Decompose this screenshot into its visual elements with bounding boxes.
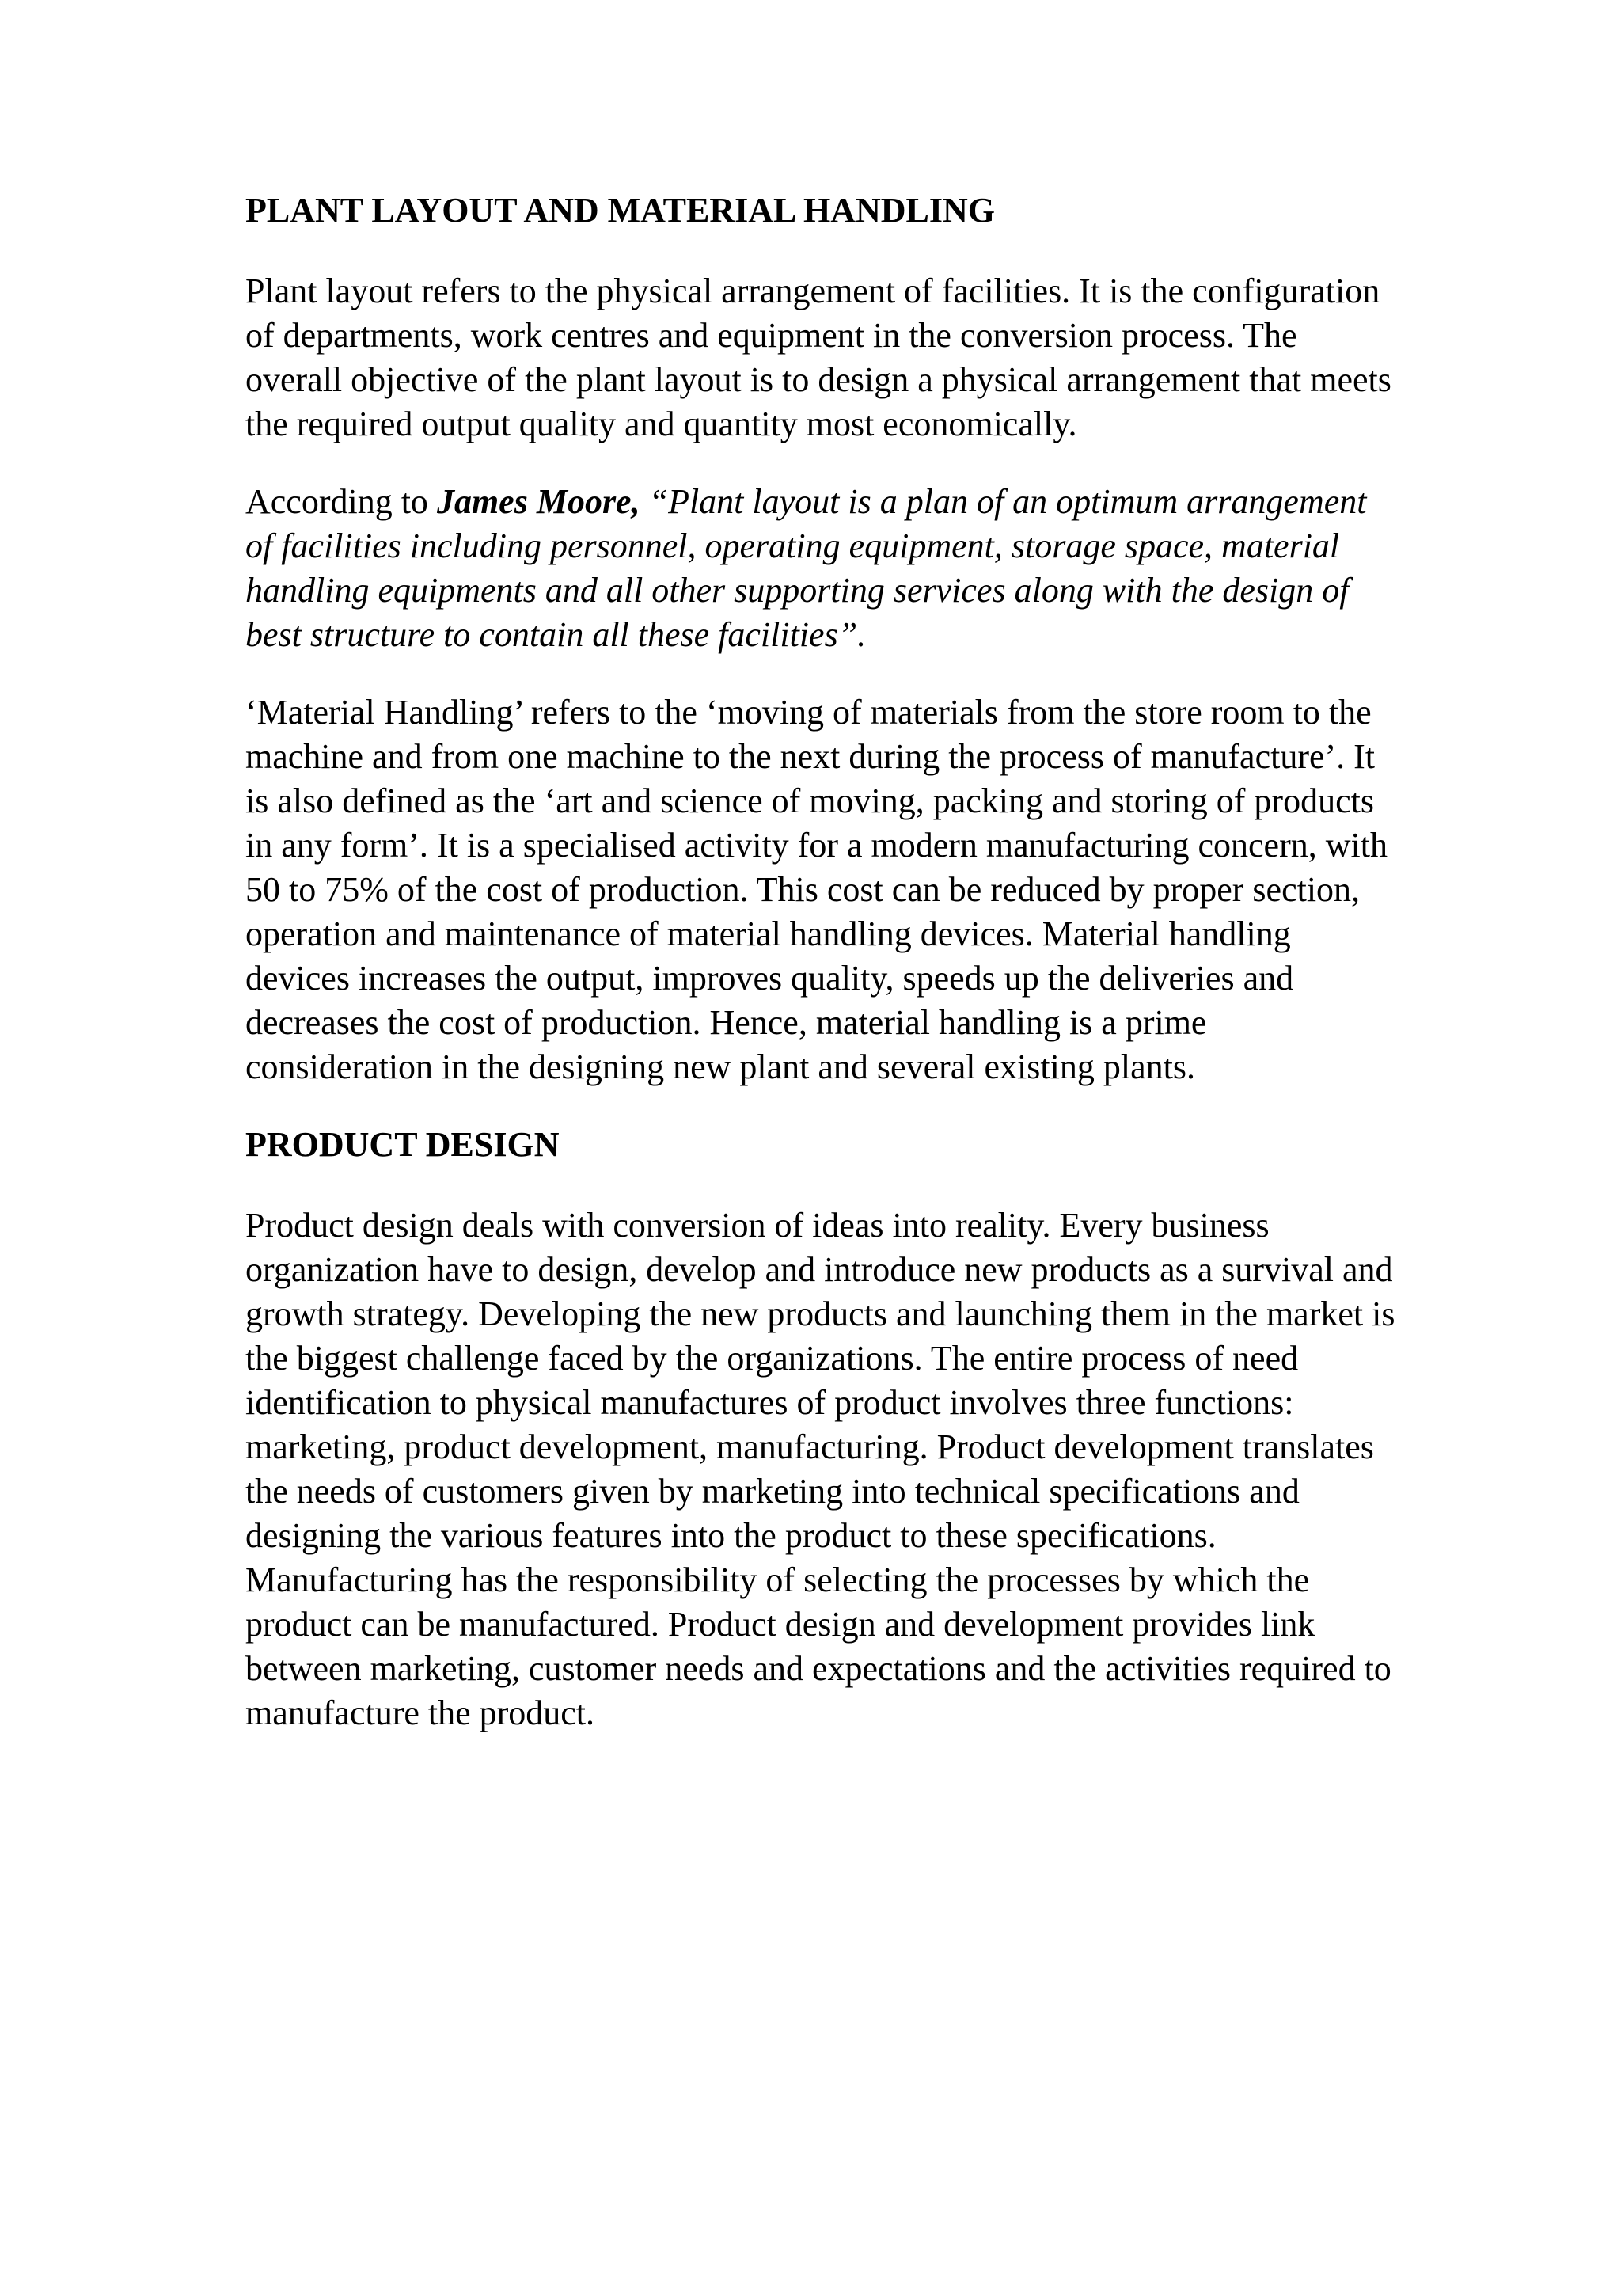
heading-product-design: PRODUCT DESIGN bbox=[245, 1125, 560, 1164]
quote-text: “Plant layout is a plan of an optimum arrangement of facilities including personnel, operating equipment, storage space, material handling equipments and all other supporting services along with the design of best structure to contain all these facilities”. bbox=[245, 482, 1367, 654]
paragraph-james-moore-quote bbox=[245, 480, 1401, 657]
paragraph-plant-layout-definition: Plant layout refers to the physical arrangement of facilities. It is the configuration of departments, work centres and equipment in the conversion process. The overall objective of the plant layout is to design a physical arrangement that meets the required output quality and quantity most economically. bbox=[245, 272, 1391, 443]
section-product-design bbox=[245, 1123, 1401, 1735]
paragraph-product-design: Product design deals with conversion of ideas into reality. Every business organization have to design, develop and introduce new products as a survival and growth strategy. Developing the new products and launching them in the market is the biggest challenge faced by the organizations. The entire process of need identification to physical manufactures of product involves three functions: marketing, product development, manufacturing. Product development translates the needs of customers given by marketing into technical specifications and designing the various features into the product to these specifications. Manufacturing has the responsibility of selecting the processes by which the product can be manufactured. Product design and development provides link between marketing, customer needs and expectations and the activities required to manufacture the product. bbox=[245, 1206, 1395, 1732]
section-plant-layout bbox=[245, 188, 1401, 1089]
quote-author: James Moore, bbox=[436, 482, 640, 521]
quote-lead: According to bbox=[245, 482, 437, 521]
paragraph-material-handling: ‘Material Handling’ refers to the ‘moving of materials from the store room to the machine and from one machine to the next during the process of manufacture’. It is also defined as the ‘art and science of moving, packing and storing of products in any form’. It is a specialised activity for a modern manufacturing concern, with 50 to 75% of the cost of production. This cost can be reduced by proper section, operation and maintenance of material handling devices. Material handling devices increases the output, improves quality, speeds up the deliveries and decreases the cost of production. Hence, material handling is a prime consideration in the designing new plant and several existing plants. bbox=[245, 693, 1388, 1086]
document-page bbox=[245, 188, 1401, 1769]
heading-plant-layout: PLANT LAYOUT AND MATERIAL HANDLING bbox=[245, 191, 995, 230]
